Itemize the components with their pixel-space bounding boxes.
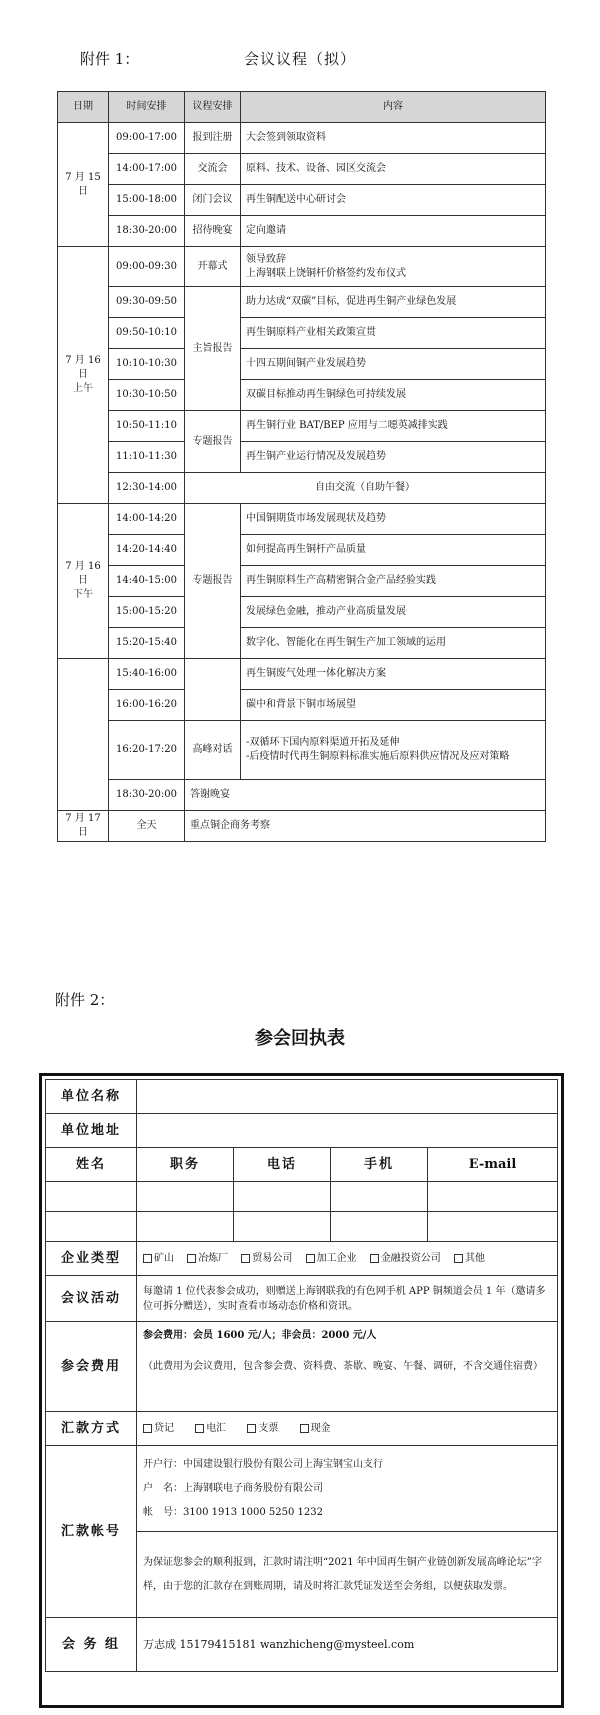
header-mobile: 手机 (331, 1148, 428, 1182)
time-cell: 14:00-14:20 (109, 504, 185, 535)
table-row (58, 247, 546, 287)
form-row (46, 1212, 558, 1242)
table-row (58, 690, 546, 721)
form-row (46, 1276, 558, 1322)
date-text: 7 月 16 日 (65, 355, 101, 380)
email-field[interactable] (428, 1212, 558, 1242)
date-period: 下午 (73, 589, 93, 600)
time-cell: 09:00-17:00 (109, 123, 185, 154)
header-date: 日期 (58, 92, 109, 123)
session-cell (185, 659, 241, 721)
time-cell: 15:00-15:20 (109, 597, 185, 628)
table-row (58, 123, 546, 154)
content-line: -双循环下国内原料渠道开拓及延伸 (246, 737, 400, 748)
content-cell: 碳中和背景下铜市场展望 (241, 690, 546, 721)
option-other[interactable]: 其他 (454, 1253, 485, 1264)
time-cell: 14:40-15:00 (109, 566, 185, 597)
time-cell: 16:00-16:20 (109, 690, 185, 721)
session-cell: 招待晚宴 (185, 216, 241, 247)
unit-address-label: 单位地址 (46, 1114, 137, 1148)
time-cell: 09:30-09:50 (109, 287, 185, 318)
header-phone: 电话 (234, 1148, 331, 1182)
date-period: 上午 (73, 383, 93, 394)
table-row (58, 216, 546, 247)
account-name-line: 户 名：上海钢联电子商务股份有限公司 (143, 1482, 323, 1494)
session-cell: 高峰对话 (185, 721, 241, 780)
table-row (58, 318, 546, 349)
content-cell: 定向邀请 (241, 216, 546, 247)
time-cell: 14:20-14:40 (109, 535, 185, 566)
checkbox-icon (195, 1424, 204, 1433)
table-row (58, 411, 546, 442)
activity-text: 每邀请 1 位代表参会成功，则赠送上海钢联我的有色网手机 APP 铜频道会员 1 年（邀请多位可拆分赠送），实时查看市场动态价格和资讯。 (137, 1276, 558, 1322)
content-cell: 再生铜配送中心研讨会 (241, 185, 546, 216)
session-cell: 专题报告 (185, 504, 241, 659)
form-row (46, 1148, 558, 1182)
option-check[interactable]: 支票 (247, 1423, 278, 1434)
header-email: E-mail (428, 1148, 558, 1182)
table-row (58, 473, 546, 504)
option-finance[interactable]: 金融投资公司 (370, 1253, 441, 1264)
date-cell (58, 247, 109, 504)
form-row (46, 1242, 558, 1276)
account-note: 为保证您参会的顺利报到，汇款时请注明“2021 年中国再生铜产业链创新发展高峰论坛”字样，由于您的汇款存在到账周期，请及时将汇款凭证发送至会务组，以便获取发票。 (137, 1532, 558, 1618)
session-cell: 开幕式 (185, 247, 241, 287)
content-cell: 双碳目标推动再生铜绿色可持续发展 (241, 380, 546, 411)
agenda-header-row (58, 92, 546, 123)
form-row (46, 1080, 558, 1114)
content-cell: 数字化、智能化在再生铜生产加工领域的运用 (241, 628, 546, 659)
date-cell (58, 659, 109, 811)
header-position: 职务 (137, 1148, 234, 1182)
company-type-label: 企业类型 (46, 1242, 137, 1276)
content-cell: 重点铜企商务考察 (185, 811, 546, 842)
checkbox-icon (143, 1254, 152, 1263)
content-cell: 答谢晚宴 (185, 780, 546, 811)
time-cell: 09:50-10:10 (109, 318, 185, 349)
receipt-form (45, 1079, 558, 1672)
form-row (46, 1182, 558, 1212)
time-cell: 10:10-10:30 (109, 349, 185, 380)
phone-field[interactable] (234, 1182, 331, 1212)
content-cell: 再生铜原料生产高精密铜合金产品经验实践 (241, 566, 546, 597)
table-row (58, 380, 546, 411)
fee-cell (137, 1322, 558, 1412)
fee-line: 参会费用：会员 1600 元/人；非会员：2000 元/人 (143, 1330, 377, 1341)
session-cell: 交流会 (185, 154, 241, 185)
content-cell (241, 247, 546, 287)
time-cell: 15:20-15:40 (109, 628, 185, 659)
date-cell: 7 月 15 日 (58, 123, 109, 247)
table-row (58, 442, 546, 473)
email-field[interactable] (428, 1182, 558, 1212)
time-cell: 12:30-14:00 (109, 473, 185, 504)
fee-label: 参会费用 (46, 1322, 137, 1412)
content-line: 上海钢联上饶铜杆价格签约发布仪式 (246, 267, 406, 279)
option-smelter[interactable]: 冶炼厂 (187, 1253, 228, 1264)
time-cell: 18:30-20:00 (109, 216, 185, 247)
unit-name-label: 单位名称 (46, 1080, 137, 1114)
table-row (58, 154, 546, 185)
table-row (58, 721, 546, 780)
table-row (58, 185, 546, 216)
content-cell: 助力达成“双碳”目标，促进再生铜产业绿色发展 (241, 287, 546, 318)
bank-line: 开户行：中国建设银行股份有限公司上海宝钢宝山支行 (143, 1458, 383, 1470)
form-row (46, 1412, 558, 1446)
table-row (58, 349, 546, 380)
table-row (58, 535, 546, 566)
mobile-field[interactable] (331, 1212, 428, 1242)
table-row (58, 628, 546, 659)
form-row (46, 1618, 558, 1672)
content-cell (241, 721, 546, 780)
time-cell: 09:00-09:30 (109, 247, 185, 287)
account-label: 汇款帐号 (46, 1446, 137, 1618)
position-field[interactable] (137, 1182, 234, 1212)
fee-note: （此费用为会议费用，包含参会费、资料费、茶歇、晚宴、午餐、调研，不含交通住宿费） (143, 1361, 543, 1372)
time-cell: 全天 (109, 811, 185, 842)
mobile-field[interactable] (331, 1182, 428, 1212)
option-credit[interactable]: 贷记 (143, 1423, 174, 1434)
header-content: 内容 (241, 92, 546, 123)
time-cell: 16:20-17:20 (109, 721, 185, 780)
content-cell: 再生铜废气处理一体化解决方案 (241, 659, 546, 690)
table-row (58, 811, 546, 842)
option-processing[interactable]: 加工企业 (306, 1253, 357, 1264)
content-cell: 自由交流（自助午餐） (185, 473, 546, 504)
attachment2-label: 附件 2： (55, 991, 115, 1009)
unit-address-field[interactable] (137, 1114, 558, 1148)
checkbox-icon (247, 1424, 256, 1433)
date-cell: 7 月 17 日 (58, 811, 109, 842)
form-row (46, 1114, 558, 1148)
session-cell: 主旨报告 (185, 287, 241, 411)
header-name: 姓名 (46, 1148, 137, 1182)
contact-value: 万志成 15179415181 wanzhicheng@mysteel.com (137, 1618, 558, 1672)
content-cell: 中国铜期货市场发展现状及趋势 (241, 504, 546, 535)
option-cash[interactable]: 现金 (300, 1423, 331, 1434)
time-cell: 15:00-18:00 (109, 185, 185, 216)
checkbox-icon (370, 1254, 379, 1263)
agenda-title: 会议议程（拟） (243, 50, 356, 68)
time-cell: 15:40-16:00 (109, 659, 185, 690)
phone-field[interactable] (234, 1212, 331, 1242)
activity-label: 会议活动 (46, 1276, 137, 1322)
date-cell (58, 504, 109, 659)
company-type-options (137, 1242, 558, 1276)
table-row (58, 287, 546, 318)
checkbox-icon (300, 1424, 309, 1433)
account-info (137, 1446, 558, 1532)
checkbox-icon (187, 1254, 196, 1263)
content-cell: 再生铜产业运行情况及发展趋势 (241, 442, 546, 473)
unit-name-field[interactable] (137, 1080, 558, 1114)
table-row (58, 566, 546, 597)
payment-method-label: 汇款方式 (46, 1412, 137, 1446)
time-cell: 18:30-20:00 (109, 780, 185, 811)
checkbox-icon (454, 1254, 463, 1263)
content-cell: 再生铜原料产业相关政策宣贯 (241, 318, 546, 349)
content-cell: 十四五期间铜产业发展趋势 (241, 349, 546, 380)
payment-method-options (137, 1412, 558, 1446)
time-cell: 10:30-10:50 (109, 380, 185, 411)
content-cell: 大会签到领取资料 (241, 123, 546, 154)
session-cell: 闭门会议 (185, 185, 241, 216)
option-mining[interactable]: 矿山 (143, 1253, 174, 1264)
content-cell: 如何提高再生铜杆产品质量 (241, 535, 546, 566)
receipt-title: 参会回执表 (255, 1028, 345, 1049)
content-line: 领导致辞 (246, 253, 286, 265)
time-cell: 14:00-17:00 (109, 154, 185, 185)
session-cell: 报到注册 (185, 123, 241, 154)
table-row (58, 780, 546, 811)
content-cell: 原料、技术、设备、园区交流会 (241, 154, 546, 185)
contact-label: 会 务 组 (46, 1618, 137, 1672)
name-field[interactable] (46, 1182, 137, 1212)
time-cell: 10:50-11:10 (109, 411, 185, 442)
table-row (58, 504, 546, 535)
header-session: 议程安排 (185, 92, 241, 123)
form-row (46, 1322, 558, 1412)
date-text: 7 月 16 日 (65, 561, 101, 586)
account-number-line: 帐 号：3100 1913 1000 5250 1232 (143, 1506, 323, 1518)
table-row (58, 659, 546, 690)
content-cell: 发展绿色金融，推动产业高质量发展 (241, 597, 546, 628)
option-wire[interactable]: 电汇 (195, 1423, 226, 1434)
form-row (46, 1446, 558, 1532)
content-line: -后疫情时代再生铜原料标准实施后原料供应情况及应对策略 (246, 751, 510, 762)
option-trading[interactable]: 贸易公司 (241, 1253, 292, 1264)
checkbox-icon (143, 1424, 152, 1433)
position-field[interactable] (137, 1212, 234, 1242)
session-cell: 专题报告 (185, 411, 241, 473)
attachment1-label: 附件 1： (80, 50, 140, 68)
table-row (58, 597, 546, 628)
name-field[interactable] (46, 1212, 137, 1242)
agenda-table (57, 91, 546, 842)
time-cell: 11:10-11:30 (109, 442, 185, 473)
checkbox-icon (306, 1254, 315, 1263)
content-cell: 再生铜行业 BAT/BEP 应用与二噁英减排实践 (241, 411, 546, 442)
header-time: 时间安排 (109, 92, 185, 123)
checkbox-icon (241, 1254, 250, 1263)
